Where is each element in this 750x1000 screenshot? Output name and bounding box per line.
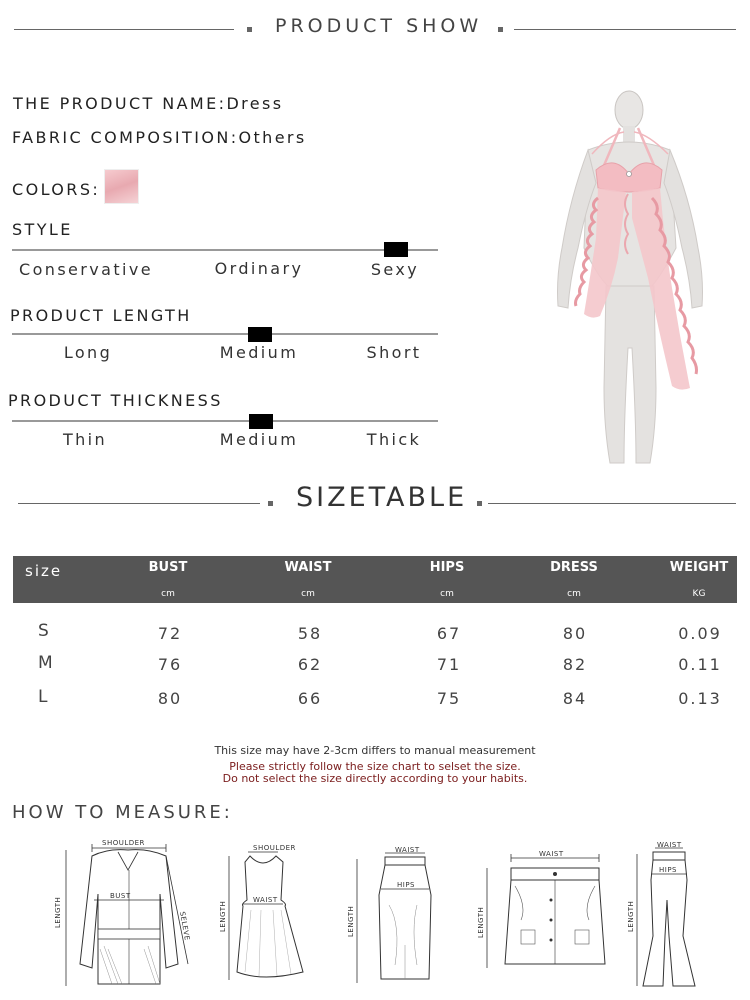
colors-label: COLORS: [12,180,101,199]
label-hips-skirt: HIPS [397,881,415,889]
col-unit-waist: cm [301,589,315,599]
thickness-option-medium: Medium [219,430,299,449]
style-option-sexy: Sexy [370,260,420,279]
thickness-option-thin: Thin [62,430,108,449]
length-option-short: Short [366,343,422,362]
style-scale-line [12,249,438,251]
row-size-label: L [38,687,48,707]
table-cell: 75 [436,689,462,708]
header-square-left [247,27,252,32]
col-unit-bust: cm [161,589,175,599]
style-option-conservative: Conservative [19,260,153,279]
fabric-label: FABRIC COMPOSITION: [12,128,239,147]
header-rule-left [14,29,234,30]
col-header-weight: WEIGHT [669,560,729,575]
label-length-dress: LENGTH [219,900,227,932]
sizetable-rule-left [18,503,260,504]
fabric-value: Others [238,128,307,147]
label-bust: BUST [110,892,131,900]
length-option-long: Long [63,343,113,362]
label-sleeve: SELEVE [178,910,192,942]
style-label: STYLE [12,220,73,239]
table-cell: 76 [157,655,183,674]
length-option-medium: Medium [219,343,299,362]
row-size-label: S [38,621,49,641]
label-shoulder-dress: SHOULDER [253,844,296,852]
col-header-dress: DRESS [550,560,598,575]
table-cell: 80 [157,689,183,708]
table-cell: 71 [436,655,462,674]
measurement-note: This size may have 2-3cm differs to manual measurement [214,744,536,757]
label-length-pants: LENGTH [627,900,635,932]
table-cell: 72 [157,624,183,643]
label-hips-pants: HIPS [659,866,677,874]
table-cell: 62 [297,655,323,674]
label-waist-pants: WAIST [657,841,682,849]
fabric-row [12,128,307,147]
table-cell: 67 [436,624,462,643]
label-waist-skirt: WAIST [395,846,420,854]
table-cell: 82 [562,655,588,674]
product-name-row [13,94,284,113]
jacket-measure-diagram [48,834,198,994]
thickness-marker [249,414,273,429]
table-cell: 66 [297,689,323,708]
product-photo [540,88,740,468]
thickness-option-thick: Thick [366,430,422,449]
table-cell: 0.09 [678,624,722,643]
product-show-title: PRODUCT SHOW [275,15,483,37]
size-table-header [13,556,737,603]
sizetable-title: SIZETABLE [296,482,468,513]
table-cell: 0.11 [678,655,722,674]
col-unit-weight: KG [692,589,706,599]
pants-measure-diagram [625,840,705,995]
col-header-bust: BUST [148,560,188,575]
label-length-skirt: LENGTH [347,905,355,937]
thickness-scale-line [12,420,438,422]
table-cell: 58 [297,624,323,643]
label-length: LENGTH [54,896,62,928]
col-unit-dress: cm [567,589,581,599]
table-cell: 0.13 [678,689,722,708]
col-header-waist: WAIST [284,560,332,575]
dress-measure-diagram [215,840,305,990]
length-label: PRODUCT LENGTH [10,306,192,325]
color-swatch-pink[interactable] [105,170,138,203]
length-marker [248,327,272,342]
size-warning-line1: Please strictly follow the size chart to selset the size. [229,760,521,773]
length-scale-line [12,333,438,335]
sizetable-rule-right [488,503,736,504]
table-cell: 84 [562,689,588,708]
mannequin-head [615,91,643,129]
style-marker [384,242,408,257]
label-waist-denim: WAIST [539,850,564,858]
thickness-label: PRODUCT THICKNESS [8,391,223,410]
table-cell: 80 [562,624,588,643]
size-column-header: size [25,562,63,580]
label-length-denim: LENGTH [477,906,485,938]
sizetable-square-right [477,501,482,506]
col-header-hips: HIPS [429,560,465,575]
product-name-label: THE PRODUCT NAME: [13,94,227,113]
size-warning-line2: Do not select the size directly according to your habits. [222,772,528,785]
label-waist-dress: WAIST [253,896,278,904]
skirt-measure-diagram [345,845,440,990]
row-size-label: M [38,653,53,673]
product-name-value: Dress [226,94,284,113]
label-shoulder: SHOULDER [102,839,145,847]
sizetable-square-left [268,501,273,506]
col-unit-hips: cm [440,589,454,599]
header-square-right [498,27,503,32]
style-option-ordinary: Ordinary [214,259,304,278]
how-to-measure-title: HOW TO MEASURE: [12,802,233,823]
header-rule-right [514,29,736,30]
denim-skirt-measure-diagram [475,846,615,976]
